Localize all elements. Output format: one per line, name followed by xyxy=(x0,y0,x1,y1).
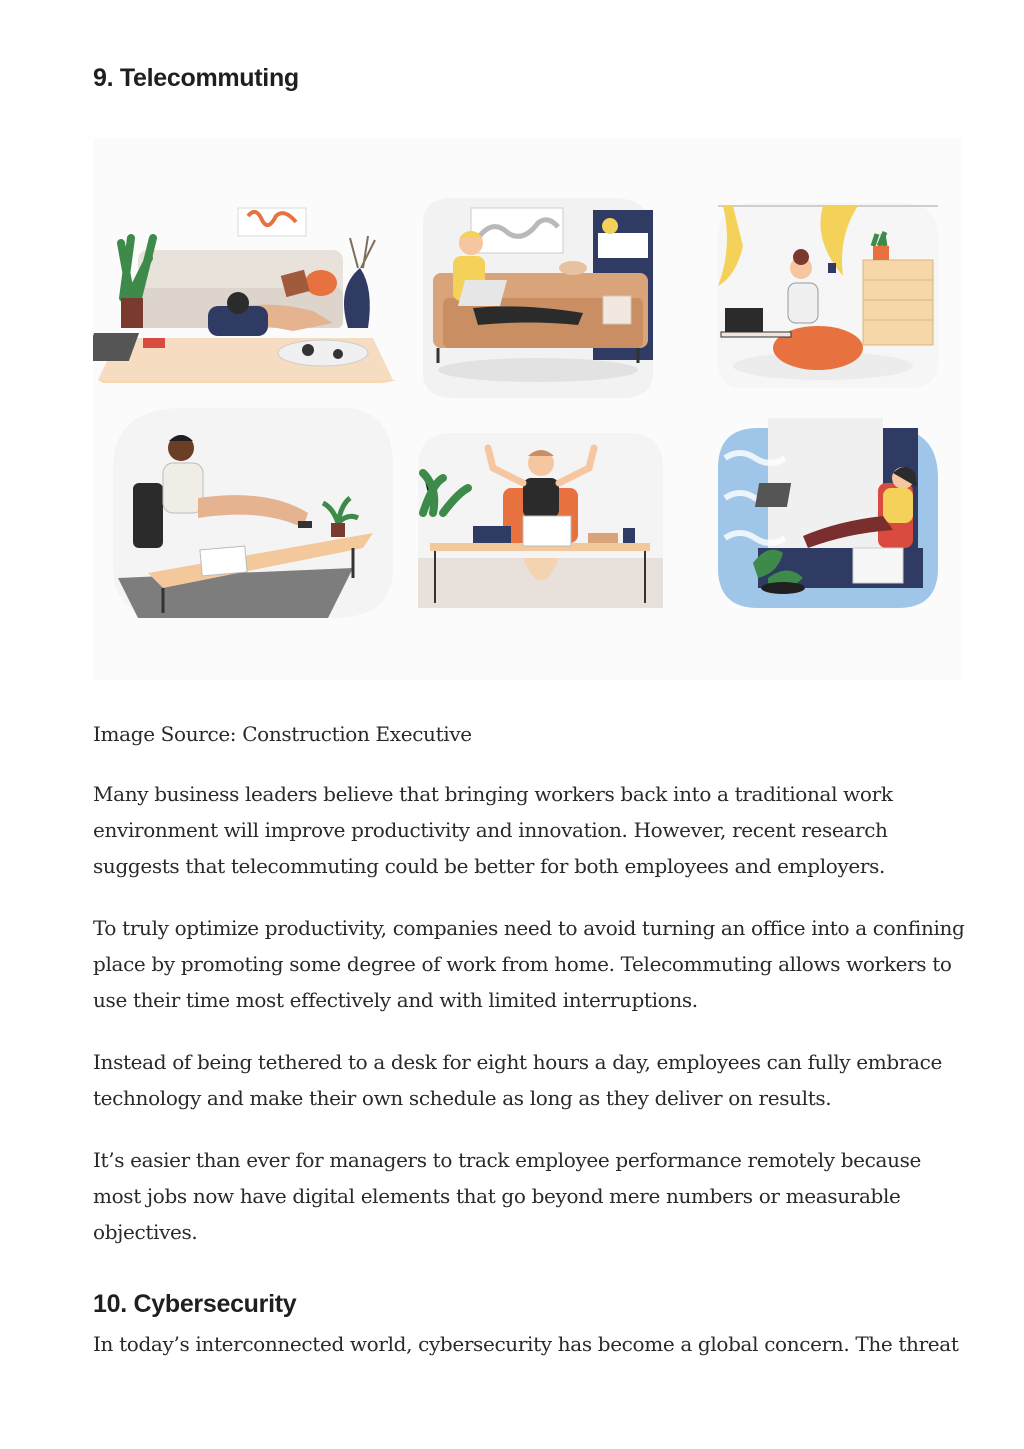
scene-man-desk-phone xyxy=(113,408,393,618)
paragraph: Instead of being tethered to a desk for eight hours a day, employees can fully embrace technology and make their own schedule as long as they deliver on results. xyxy=(93,1050,942,1110)
scene-man-desk-meditating xyxy=(418,433,663,608)
section-heading-telecommuting: 9. Telecommuting xyxy=(93,64,299,92)
paragraph: To truly optimize productivity, companies need to avoid turning an office into a confining place by promoting some degree of work from home. Telecommuting allows workers to use their time most effectively and with limited interruptions. xyxy=(93,916,965,1012)
scene-woman-floor-laptop xyxy=(93,208,398,383)
scene-woman-window-seat xyxy=(718,418,938,608)
image-caption: Image Source: Construction Executive xyxy=(93,722,472,746)
scene-woman-cushion-laptop xyxy=(718,203,938,388)
paragraph: In today’s interconnected world, cybersecurity has become a global concern. The threat xyxy=(93,1332,959,1356)
telecommuting-illustration xyxy=(93,138,961,680)
paragraph: It’s easier than ever for managers to track employee performance remotely because most jobs now have digital elements that go beyond mere numbers or measurable objectives. xyxy=(93,1148,922,1244)
scene-man-sofa-laptop xyxy=(423,198,653,398)
paragraph: Many business leaders believe that bringing workers back into a traditional work environment will improve productivity and innovation. However, recent research suggests that telecommuting could be better for both employees and employers. xyxy=(93,782,893,878)
section-heading-cybersecurity: 10. Cybersecurity xyxy=(93,1290,297,1318)
